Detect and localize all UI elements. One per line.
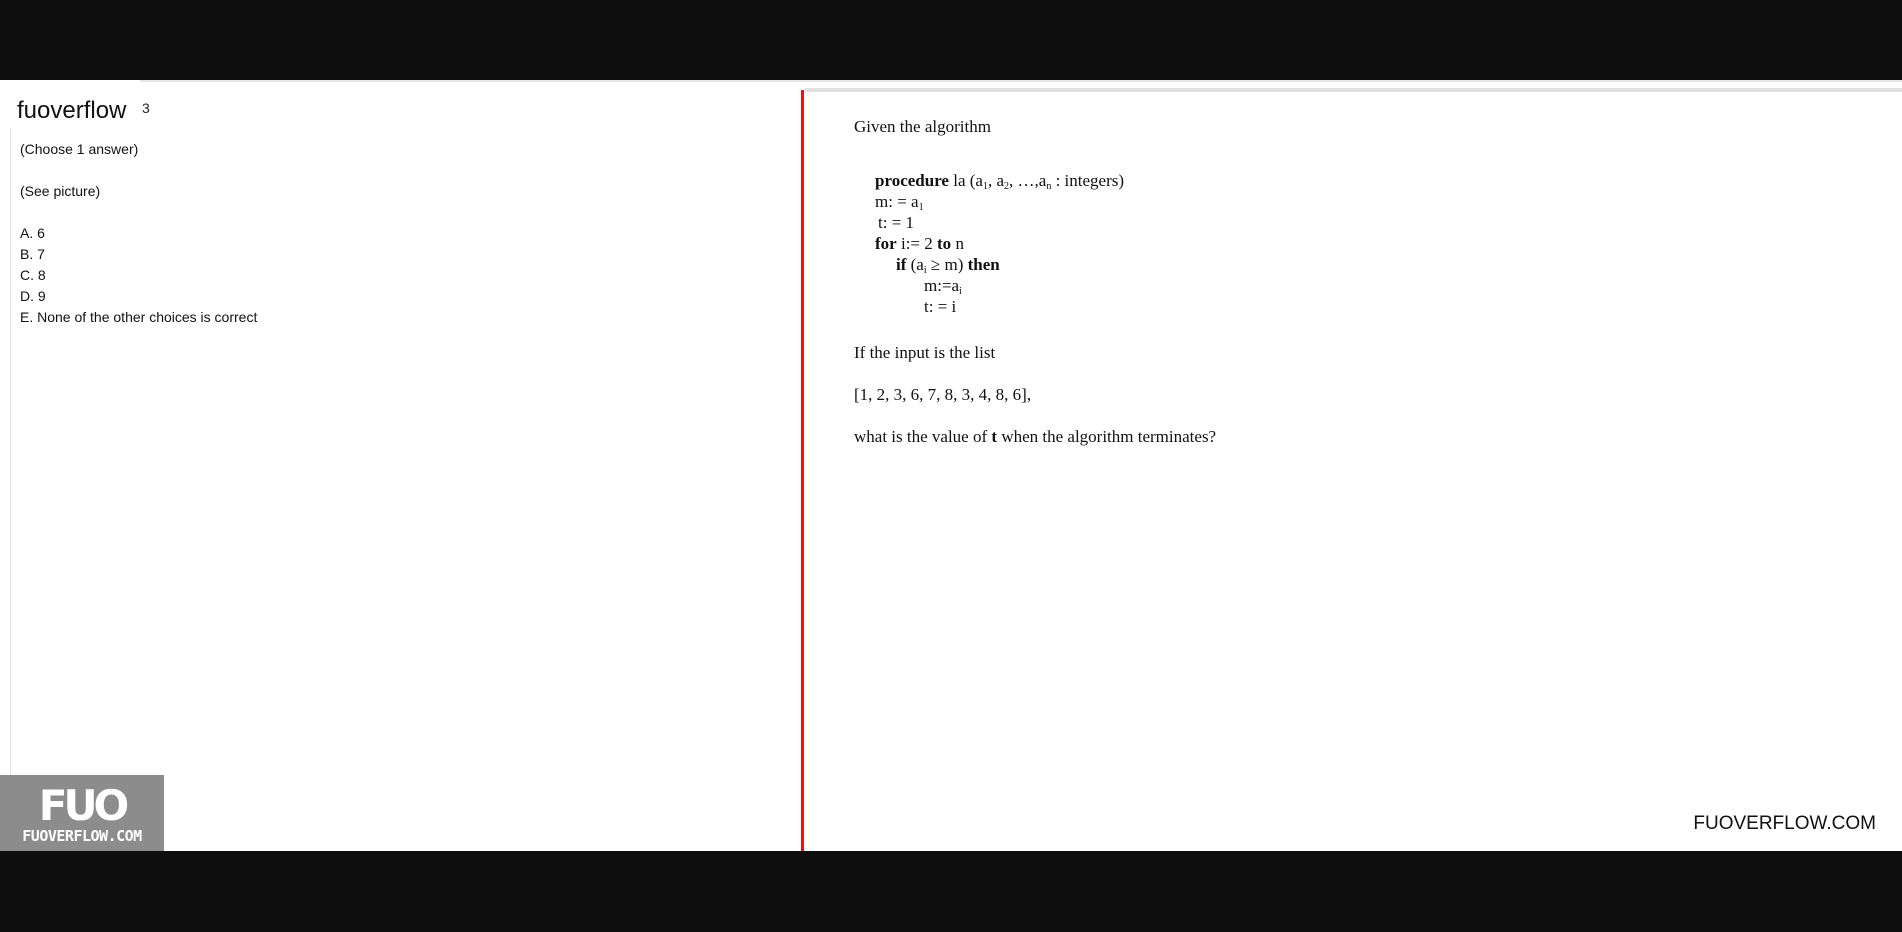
fuo-watermark bbox=[0, 775, 164, 851]
code-t-assign: t: = 1 bbox=[878, 213, 915, 232]
site-url: FUOVERFLOW.COM bbox=[1693, 813, 1876, 834]
question-count: 3 bbox=[142, 100, 150, 116]
option-d[interactable]: D. 9 bbox=[20, 288, 46, 304]
if-cond-b: ≥ m) bbox=[926, 255, 968, 274]
if-keyword: if bbox=[896, 255, 907, 274]
question-panel bbox=[0, 80, 801, 851]
code-if-line bbox=[896, 255, 1000, 276]
m-assign-sub: 1 bbox=[918, 202, 924, 213]
option-b[interactable]: B. 7 bbox=[20, 246, 45, 262]
code-for-line bbox=[875, 234, 964, 254]
sep-1: , a bbox=[987, 171, 1005, 190]
procedure-keyword: procedure bbox=[875, 171, 949, 190]
sub-n: n bbox=[1046, 181, 1052, 192]
procedure-tail: : integers) bbox=[1051, 171, 1125, 190]
option-a[interactable]: A. 6 bbox=[20, 225, 45, 241]
then-keyword: then bbox=[967, 255, 1000, 274]
m-assign-text: m: = a bbox=[875, 192, 919, 211]
final-question-a: what is the value of bbox=[854, 427, 992, 446]
to-keyword: to bbox=[937, 234, 952, 253]
brand-title: fuoverflow bbox=[17, 97, 127, 124]
watermark-text: FUOVERFLOW.COM bbox=[22, 827, 142, 845]
procedure-name: la (a bbox=[948, 171, 983, 190]
for-tail: n bbox=[951, 234, 964, 253]
code-m-assign bbox=[875, 192, 924, 213]
final-question-b: when the algorithm terminates? bbox=[997, 427, 1217, 446]
m-update-sub: i bbox=[959, 286, 962, 297]
input-list: [1, 2, 3, 6, 7, 8, 3, 4, 8, 6], bbox=[854, 385, 1032, 404]
picture-panel bbox=[804, 80, 1902, 851]
m-update-text: m:=a bbox=[924, 276, 960, 295]
option-e[interactable]: E. None of the other choices is correct bbox=[20, 309, 258, 325]
fuo-logo: FUO bbox=[38, 781, 126, 830]
answer-instruction: (Choose 1 answer) bbox=[20, 141, 139, 157]
bottom-letterbox bbox=[0, 851, 1902, 932]
sep-2: , …,a bbox=[1009, 171, 1047, 190]
final-question bbox=[854, 427, 1216, 447]
sub-1: 1 bbox=[982, 181, 988, 192]
final-question-t: t bbox=[991, 427, 998, 446]
code-m-update bbox=[924, 276, 962, 297]
code-t-update: t: = i bbox=[924, 297, 957, 316]
left-panel-border bbox=[10, 128, 11, 851]
input-intro: If the input is the list bbox=[854, 343, 996, 362]
code-procedure-line bbox=[875, 171, 1124, 192]
top-letterbox bbox=[0, 0, 1902, 80]
algorithm-intro: Given the algorithm bbox=[854, 117, 991, 136]
sub-2: 2 bbox=[1004, 181, 1010, 192]
see-picture-note: (See picture) bbox=[20, 183, 101, 199]
option-c[interactable]: C. 8 bbox=[20, 267, 46, 283]
content-stage bbox=[0, 80, 1902, 851]
if-cond-a: (a bbox=[906, 255, 924, 274]
if-sub: i bbox=[923, 265, 927, 276]
for-keyword: for bbox=[875, 234, 897, 253]
for-mid: i:= 2 bbox=[896, 234, 938, 253]
